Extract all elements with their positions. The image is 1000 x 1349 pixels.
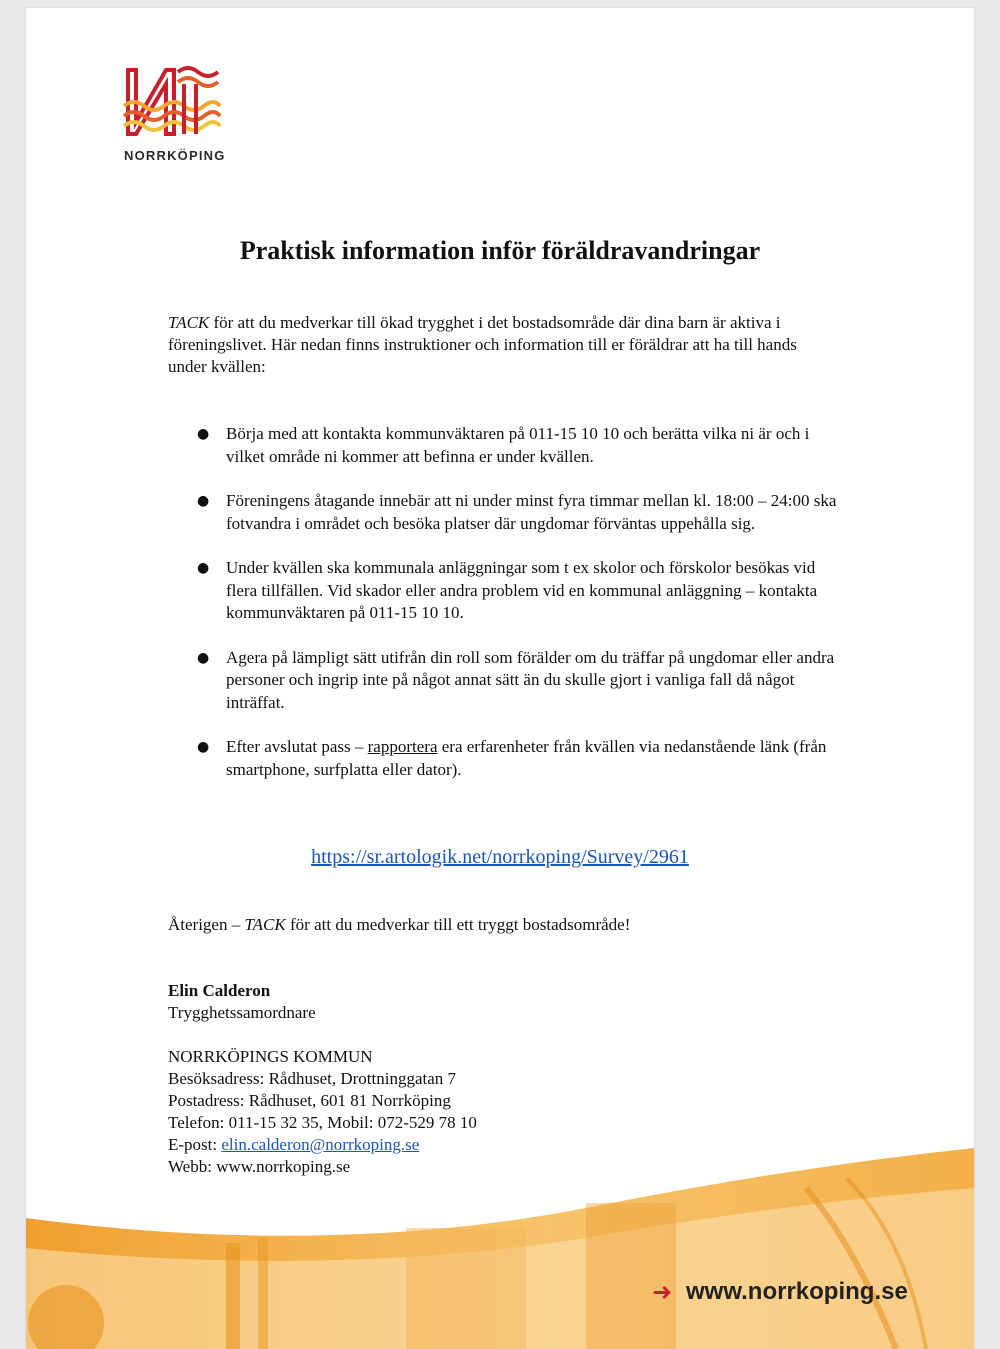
list-item-text: Under kvällen ska kommunala anläggningar som t ex skolor och förskolor besökas vid flera tillfällen. Vid skador eller andra problem vid en kommunal anläggning – kontakta kommunväktaren på 011-15 10 10. [226, 558, 818, 622]
footer-website-link[interactable]: www.norrkoping.se [686, 1278, 908, 1305]
signature-name: Elin Calderon [168, 981, 271, 1000]
instructions-list [168, 423, 848, 803]
norrkoping-logo [122, 62, 232, 163]
list-item [168, 423, 848, 468]
norrkoping-n-icon [122, 62, 222, 142]
contact-email-link[interactable]: elin.calderon@norrkoping.se [221, 1135, 420, 1154]
intro-lead: TACK [168, 313, 210, 332]
closing-lead: TACK [244, 915, 286, 934]
closing-post: för att du medverkar till ett tryggt bostadsområde! [285, 915, 631, 934]
page-title: Praktisk information inför föräldravandringar [239, 236, 761, 265]
contact-phone: Telefon: 011-15 32 35, Mobil: 072-529 78 10 [168, 1113, 477, 1132]
closing-pre: Återigen – [168, 915, 245, 934]
intro-paragraph [168, 312, 828, 378]
list-item [168, 736, 848, 781]
bullet-icon: ● [197, 426, 210, 442]
list-item [168, 557, 848, 625]
list-item-text: Agera på lämpligt sätt utifrån din roll som förälder om du träffar på ungdomar eller andra personer och ingrip inte på något annat sätt än du skulle gjort i vanliga fall då något inträffat. [226, 647, 835, 712]
survey-link[interactable]: https://sr.artologik.net/norrkoping/Survey/2961 [311, 846, 689, 868]
contact-org: NORRKÖPINGS KOMMUN [168, 1047, 373, 1066]
contact-postal-address: Postadress: Rådhuset, 601 81 Norrköping [168, 1091, 451, 1110]
contact-web: Webb: www.norrkoping.se [168, 1157, 351, 1176]
bullet-icon: ● [197, 560, 210, 576]
list-item-text-post: era erfarenheter från kvällen via nedanstående länk (från smartphone, surfplatta eller dator). [226, 737, 827, 779]
list-item [168, 647, 848, 715]
list-item [168, 490, 848, 535]
contact-visit-address: Besöksadress: Rådhuset, Drottninggatan 7 [168, 1069, 457, 1088]
logo-wordmark: NORRKÖPING [124, 148, 226, 163]
report-word: rapportera [367, 737, 438, 756]
bullet-icon: ● [197, 739, 210, 755]
list-item-text: Börja med att kontakta kommunväktaren på 011-15 10 10 och berätta vilka ni är och i vilket område ni kommer att befinna er under kvällen. [226, 424, 810, 466]
bullet-icon: ● [197, 493, 210, 509]
arrow-right-icon: ➜ [652, 1278, 673, 1306]
bullet-icon: ● [197, 649, 210, 666]
closing-paragraph [168, 914, 828, 936]
footer-decoration [26, 1148, 974, 1349]
signature [168, 980, 316, 1024]
list-item-text-pre: Efter avslutat pass – [226, 737, 368, 756]
contact-email-label: E-post: [168, 1135, 222, 1154]
intro-text: för att du medverkar till ökad trygghet i det bostadsområde där dina barn är aktiva i föreningslivet. Här nedan finns instruktioner och information till er föräldrar att ha till hands under kvällen: [168, 313, 797, 376]
list-item-text: Föreningens åtagande innebär att ni under minst fyra timmar mellan kl. 18:00 – 24:00 ska fotvandra i området och besöka platser där ungdomar förväntas uppehålla sig. [226, 491, 837, 533]
signature-role: Trygghetssamordnare [168, 1003, 316, 1022]
document-page [26, 8, 974, 1349]
